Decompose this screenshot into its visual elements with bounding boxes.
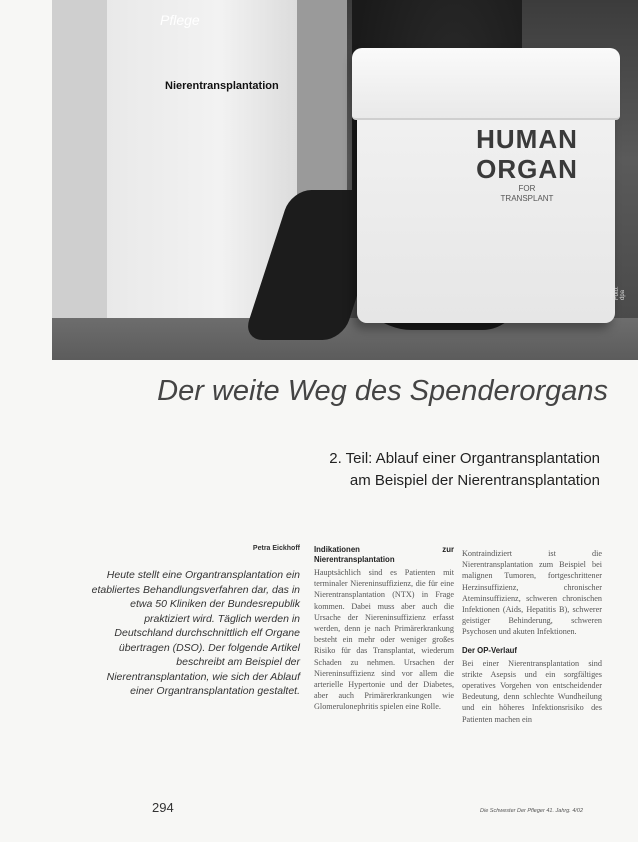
box-label-for: FOR	[518, 184, 536, 193]
organ-box-label	[452, 124, 602, 204]
cover-photo	[52, 0, 638, 360]
heading-op-course: Der OP-Verlauf	[462, 645, 518, 655]
author-name: Petra Eickhoff	[252, 545, 300, 552]
heading-indications: Indikationen zur Nierentransplantation	[314, 545, 454, 564]
article-kicker: Nierentransplantation	[165, 80, 279, 92]
article-title: Der weite Weg des Spenderorgans	[157, 375, 608, 407]
page-number: 294	[152, 800, 174, 815]
text-column-3	[462, 548, 602, 725]
article-subtitle	[250, 448, 600, 492]
subtitle-line-1: 2. Teil: Ablauf einer Organtransplantation	[329, 450, 600, 467]
box-label-organ: ORGAN	[476, 154, 578, 184]
text-column-2	[314, 545, 454, 713]
journal-footer: Die Schwester Der Pfleger 41. Jahrg. 4/02	[480, 808, 584, 814]
box-label-transplant: TRANSPLANT	[500, 194, 554, 203]
section-tag: Pflege	[160, 12, 200, 28]
paragraph-indications: Hauptsächlich sind es Patienten mit terminaler Niereninsuffizienz, die für eine Nierentransplantation (NTX) in Frage kommen. Dabei muss aber auch die Ursache der Niereninsuffizienz erfasst werden, denn je nach Primärerkrankung besteht ein mehr oder weniger großes Risiko für das Transplantat, wiederum Schaden zu nehmen. Ursachen der Niereninsuffizienz sind vor allem die arterielle Hypertonie und der Diabetes, aber auch Primärerkrankungen wie Glomerulonephritis spielen eine Rolle.	[314, 568, 454, 712]
box-label-human: HUMAN	[476, 124, 578, 154]
paragraph-op-course: Bei einer Nierentransplantation sind strikte Asepsis und ein sorgfältiges operatives Vorgehen von entscheidender Bedeutung, denn schlechte Wundheilung und ein höheres Infektionsrisiko des Patienten machen ein	[462, 658, 602, 724]
photo-credit: Foto: dpa	[614, 286, 626, 300]
photo-wall-left	[52, 0, 107, 320]
subtitle-line-2: am Beispiel der Nierentransplantation	[349, 472, 600, 489]
organ-box-lid	[352, 48, 620, 120]
paragraph-contraindications: Kontraindiziert ist die Nierentransplantation zum Beispiel bei malignen Tumoren, fortgeschrittener Herzinsuffizienz, chronischer Ateminsuffizienz, schweren chronischen Infektionen (Aids, Hepatitis B), schwerer geistiger Behinderung, schweren Psychosen und akuten Infektionen.	[462, 549, 602, 637]
lead-paragraph: Heute stellt eine Organtransplantation ein etabliertes Behandlungsverfahren dar, das in etwa 50 Kliniken der Bundesrepublik praktiziert wird. Täglich werden in Deutschland durchschnittlich elf Organe übertragen (DSO). Der folgende Artikel beschreibt am Beispiel der Nierentransplantation, wie sich der Ablauf einer Organtransplantation gestaltet.	[91, 569, 300, 697]
